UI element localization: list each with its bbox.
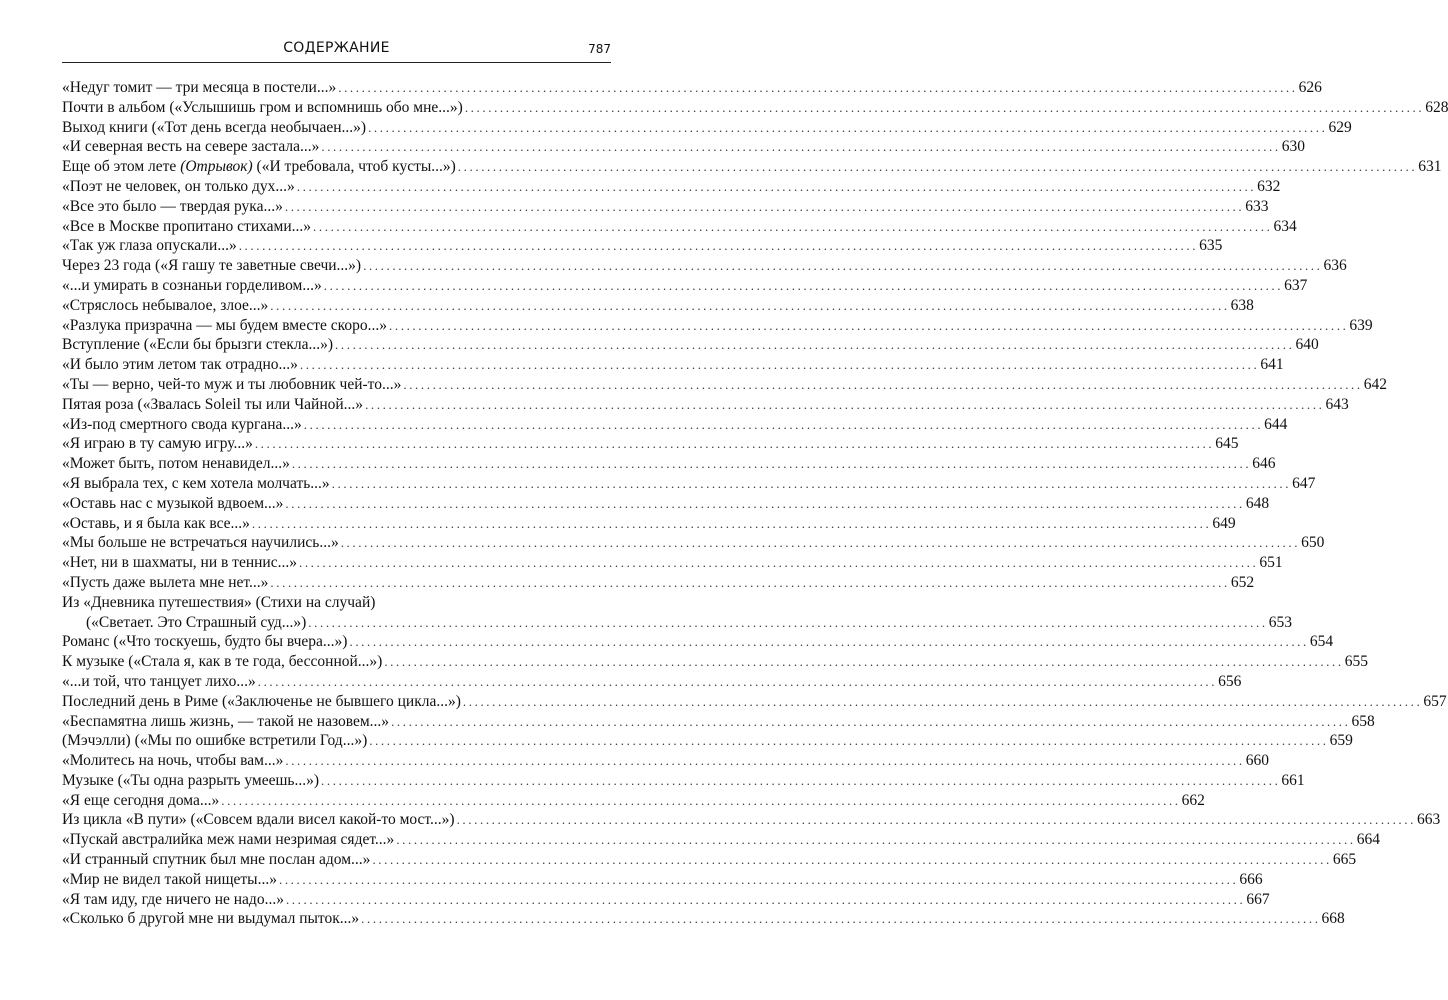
dot-leader [279, 870, 1238, 890]
toc-entry [62, 355, 1284, 375]
dot-leader [349, 632, 1308, 652]
dot-leader [365, 395, 1324, 415]
dot-leader [270, 296, 1229, 316]
entry-title: «Все это было — твердая рука...» [62, 197, 283, 215]
entry-page-number: 661 [1281, 771, 1305, 789]
entry-title: (Мэчэлли) («Мы по ошибке встретили Год...») [62, 732, 368, 750]
toc-entry [62, 751, 1270, 771]
entry-title [62, 157, 456, 177]
entry-page-number: 657 [1423, 692, 1447, 710]
dot-leader [324, 276, 1283, 296]
toc-entry [62, 78, 1322, 98]
dot-leader [341, 533, 1300, 553]
entry-title: «Я там иду, где ничего не надо...» [62, 890, 284, 908]
toc-entry [62, 613, 1292, 633]
toc-entry [62, 850, 1357, 870]
entry-page-number: 648 [1245, 494, 1270, 512]
entry-page-number: 634 [1273, 217, 1297, 235]
dot-leader [285, 751, 1244, 771]
dot-leader [300, 355, 1259, 375]
dot-leader [285, 494, 1244, 514]
entry-title-part: Еще об этом лете [62, 158, 181, 176]
entry-page-number: 633 [1245, 197, 1269, 215]
entry-page-number: 664 [1356, 831, 1380, 849]
entry-page-number: 640 [1295, 336, 1319, 354]
toc-entry [62, 197, 1269, 217]
toc-entry [62, 810, 1441, 830]
entry-page-number: 635 [1199, 237, 1223, 255]
toc-entry [62, 514, 1236, 534]
dot-leader [299, 553, 1258, 573]
entry-page-number: 637 [1284, 276, 1308, 294]
toc-entry [62, 712, 1375, 732]
dot-leader [321, 137, 1280, 157]
dot-leader [270, 573, 1229, 593]
dot-leader [403, 375, 1362, 395]
dot-leader [338, 78, 1297, 98]
entry-title: «Беспамятна лишь жизнь, — такой не назовем...» [62, 712, 390, 730]
entry-title: «Оставь нас с музыкой вдвоем...» [62, 494, 284, 512]
dot-leader [304, 415, 1263, 435]
entry-title: «И странный спутник был мне послан адом...» [62, 851, 371, 869]
entry-title: «Стряслось небывалое, злое...» [62, 296, 269, 314]
entry-page-number: 628 [1425, 98, 1448, 116]
entry-title: «Мир не видел такой нищеты...» [62, 870, 277, 888]
dot-leader [465, 98, 1424, 118]
toc-entry [62, 276, 1308, 296]
entry-subtitle-italic: (Отрывок) [180, 158, 253, 176]
entry-page-number: 632 [1257, 177, 1281, 195]
toc-entry [62, 395, 1349, 415]
dot-leader [335, 335, 1294, 355]
entry-title: «Я выбрала тех, с кем хотела молчать...» [62, 474, 330, 492]
dot-leader [463, 692, 1422, 712]
entry-title: «Так уж глаза опускали...» [62, 237, 237, 255]
entry-title: «Я играю в ту самую игру...» [62, 435, 253, 453]
toc-entry [62, 296, 1254, 316]
dot-leader [285, 197, 1244, 217]
toc-entry [62, 672, 1242, 692]
dot-leader [369, 731, 1328, 751]
toc-entry [62, 415, 1288, 435]
entry-title: «Все в Москве пропитано стихами...» [62, 217, 312, 235]
dot-leader [457, 810, 1416, 830]
entry-title: Из «Дневника путешествия» (Стихи на случай) [62, 593, 376, 611]
entry-title: «Разлука призрачна — мы будем вместе скоро...» [62, 316, 388, 334]
entry-page-number: 651 [1259, 554, 1283, 572]
entry-title: «...и умирать в сознаньи горделивом...» [62, 276, 322, 294]
toc-entry [62, 593, 611, 613]
entry-title: Романс («Что тоскуешь, будто бы вчера...») [62, 633, 348, 651]
running-header [62, 40, 611, 63]
toc-entry [62, 830, 1380, 850]
dot-leader [396, 830, 1355, 850]
toc-entry [62, 454, 1276, 474]
dot-leader [286, 890, 1245, 910]
toc-entry [62, 236, 1223, 256]
entry-title: Выход книги («Тот день всегда необычаен...») [62, 118, 367, 136]
toc-entry [62, 692, 1447, 712]
entry-page-number: 660 [1245, 752, 1270, 770]
page-title: СОДЕРЖАНИЕ [283, 40, 390, 56]
toc-entry [62, 177, 1281, 197]
entry-title: «Сколько б другой мне ни выдумал пыток...» [62, 910, 360, 928]
entry-title: Вступление («Если бы брызги стекла...») [62, 336, 334, 354]
dot-leader [239, 236, 1198, 256]
entry-page-number: 654 [1309, 633, 1334, 651]
toc-entry [62, 573, 1255, 593]
dot-leader [389, 316, 1348, 336]
entry-page-number: 641 [1260, 356, 1284, 374]
entry-title: «Оставь, и я была как все...» [62, 514, 250, 532]
dot-leader [372, 850, 1331, 870]
entry-title: «И северная весть на севере застала...» [62, 138, 320, 156]
dot-leader [321, 771, 1280, 791]
toc-entry [62, 118, 1352, 138]
entry-page-number: 662 [1181, 791, 1205, 809]
toc-entry [62, 375, 1388, 395]
dot-leader [255, 434, 1214, 454]
entry-title: «Мы больше не встречаться научились...» [62, 534, 339, 552]
entry-title-part: («И требовала, чтоб кусты...») [252, 158, 456, 176]
dot-leader [458, 157, 1417, 177]
toc-entry [62, 434, 1239, 454]
toc-entry [62, 632, 1334, 652]
entry-page-number: 665 [1332, 851, 1357, 869]
toc-entry [62, 909, 1345, 929]
entry-page-number: 630 [1281, 138, 1306, 156]
entry-title: Почти в альбом («Услышишь гром и вспомнишь обо мне...») [62, 98, 463, 116]
toc-entry [62, 316, 1373, 336]
toc-entry [62, 553, 1283, 573]
toc-entry [62, 870, 1263, 890]
dot-leader [332, 474, 1291, 494]
toc-entry [62, 771, 1305, 791]
entry-title: «И было этим летом так отрадно...» [62, 356, 298, 374]
entry-page-number: 649 [1212, 514, 1236, 532]
dot-leader [384, 652, 1343, 672]
entry-title: Через 23 года («Я гашу те заветные свечи...») [62, 257, 362, 275]
entry-title: «Из-под смертного свода кургана...» [62, 415, 302, 433]
toc-entry [62, 533, 1325, 553]
entry-title: «Я еще сегодня дома...» [62, 791, 220, 809]
entry-title: «Ты — верно, чей-то муж и ты любовник чей-то...» [62, 375, 402, 393]
entry-page-number: 666 [1239, 870, 1263, 888]
entry-title: «Пусть даже вылета мне нет...» [62, 573, 269, 591]
entry-page-number: 636 [1323, 257, 1347, 275]
entry-page-number: 638 [1230, 296, 1254, 314]
toc-entry [62, 335, 1319, 355]
entry-page-number: 626 [1298, 79, 1322, 96]
entry-page-number: 658 [1351, 712, 1375, 730]
entry-page-number: 643 [1325, 395, 1349, 413]
entry-page-number: 647 [1292, 474, 1316, 492]
entry-page-number: 642 [1363, 375, 1388, 393]
toc-entry [62, 98, 1448, 118]
entry-page-number: 629 [1328, 118, 1352, 136]
dot-leader [363, 256, 1322, 276]
entry-page-number: 663 [1416, 811, 1441, 829]
entry-title: Музыке («Ты одна разрыть умеешь...») [62, 771, 320, 789]
page-number: 787 [588, 42, 611, 56]
entry-title: «Пускай австралийка меж нами незримая сядет...» [62, 831, 395, 849]
entry-title: «...и той, что танцует лихо...» [62, 672, 256, 690]
toc-entry [62, 137, 1306, 157]
toc-entry [62, 791, 1205, 811]
dot-leader [391, 712, 1350, 732]
entry-title: «Молитесь на ночь, чтобы вам...» [62, 752, 284, 770]
entry-title: Пятая роза («Звалась Soleil ты или Чайной...» [62, 395, 364, 413]
dot-leader [258, 672, 1217, 692]
entry-page-number: 646 [1252, 455, 1276, 473]
dot-leader [292, 454, 1251, 474]
toc-entry [62, 474, 1316, 494]
entry-title: «Недуг томит — три месяца в постели...» [62, 79, 337, 96]
dot-leader [313, 217, 1272, 237]
toc-entry [62, 157, 1442, 177]
toc-entry [62, 494, 1270, 514]
entry-page-number: 667 [1246, 890, 1270, 908]
dot-leader [297, 177, 1256, 197]
entry-page-number: 668 [1321, 910, 1345, 928]
entry-title: «Поэт не человек, он только дух...» [62, 177, 295, 195]
entry-title: К музыке («Стала я, как в те года, бессонной...») [62, 653, 383, 671]
entry-page-number: 656 [1218, 672, 1242, 690]
toc-entry [62, 217, 1297, 237]
toc-entry [62, 731, 1353, 751]
entry-page-number: 659 [1329, 732, 1353, 750]
entry-page-number: 639 [1349, 316, 1373, 334]
entry-page-number: 645 [1215, 435, 1239, 453]
entry-title: Из цикла «В пути» («Совсем вдали висел какой-то мост...») [62, 811, 455, 829]
entry-title: («Светает. Это Страшный суд...») [86, 613, 307, 631]
toc-entry [62, 652, 1368, 672]
entry-title: Последний день в Риме («Заключенье не бывшего цикла...») [62, 692, 461, 710]
dot-leader [368, 118, 1327, 138]
entry-page-number: 653 [1268, 613, 1292, 631]
dot-leader [221, 791, 1180, 811]
entry-page-number: 652 [1230, 573, 1255, 591]
dot-leader [361, 909, 1320, 929]
entry-page-number: 655 [1344, 653, 1368, 671]
entry-page-number: 644 [1264, 415, 1288, 433]
table-of-contents [62, 78, 1448, 929]
entry-page-number: 650 [1301, 534, 1325, 552]
toc-entry [62, 890, 1270, 910]
dot-leader [252, 514, 1211, 534]
entry-page-number: 631 [1418, 158, 1442, 176]
entry-title: «Может быть, потом ненавидел...» [62, 455, 290, 473]
toc-entry [62, 256, 1347, 276]
entry-title: «Нет, ни в шахматы, ни в теннис...» [62, 554, 297, 572]
dot-leader [308, 613, 1267, 633]
